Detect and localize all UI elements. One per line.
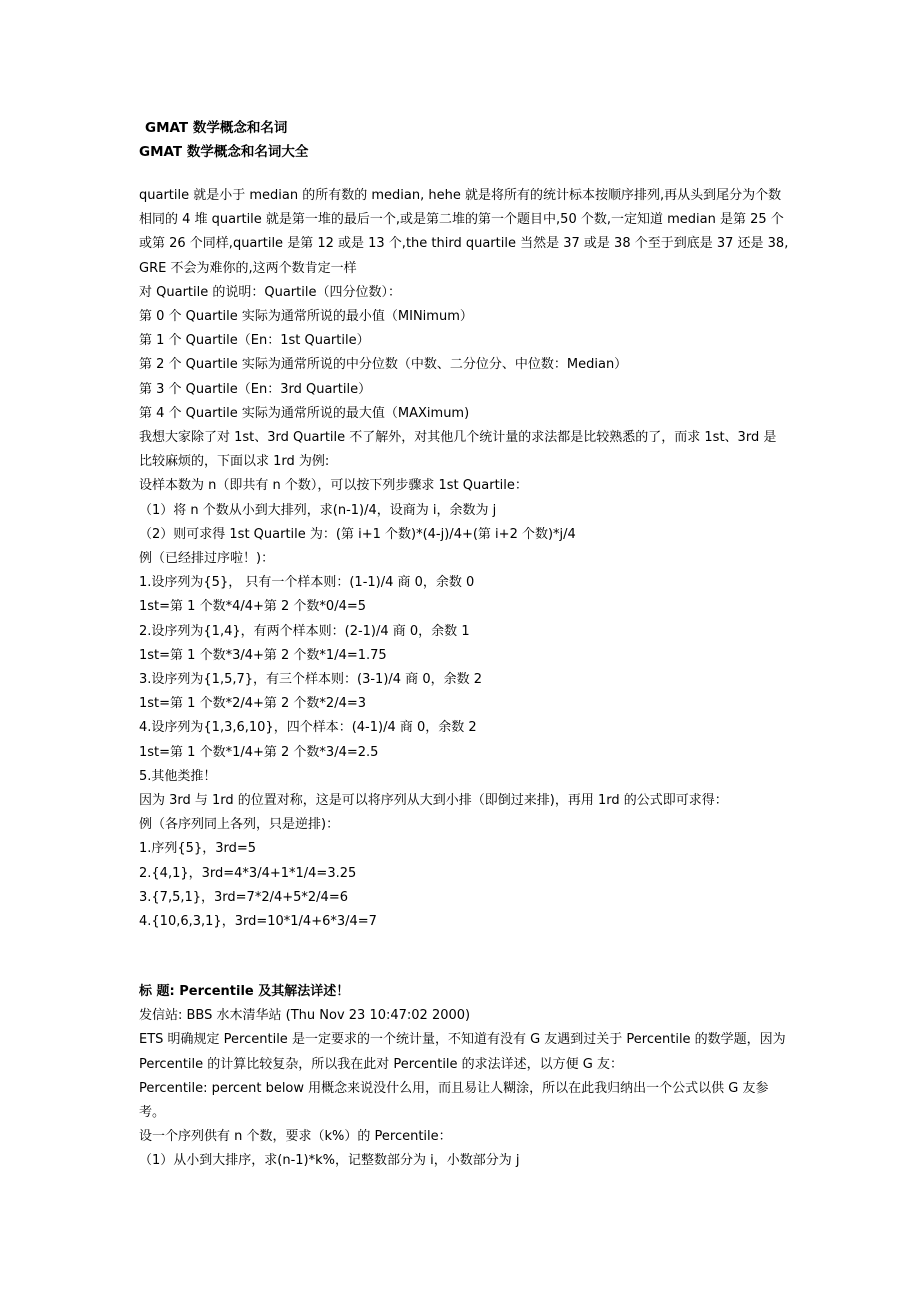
text-line: 设一个序列供有 n 个数，要求（k%）的 Percentile：: [139, 1129, 452, 1145]
text-line: 2.{4,1}，3rd=4*3/4+1*1/4=3.25: [139, 865, 357, 881]
percentile-section: [139, 980, 789, 1174]
text-line: 3.设序列为{1,5,7}，有三个样本则：(3-1)/4 商 0，余数 2: [139, 672, 482, 688]
text-line: 1st=第 1 个数*4/4+第 2 个数*0/4=5: [139, 599, 367, 615]
doc-title: GMAT 数学概念和名词: [145, 120, 288, 136]
percentile-heading: 标 题: Percentile 及其解法详述！: [139, 984, 350, 999]
text-line: 第 1 个 Quartile（En：1st Quartile）: [139, 333, 370, 349]
text-line: 第 2 个 Quartile 实际为通常所说的中分位数（中数、二分位分、中位数：Median）: [139, 357, 628, 373]
text-line: 对 Quartile 的说明：Quartile（四分位数）：: [139, 284, 401, 300]
percentile-paragraph-1: ETS 明确规定 Percentile 是一定要求的一个统计量，不知道有没有 G 友遇到过关于 Percentile 的数学题，因为 Percentile 的计算比较复杂，所以我在此对 Percentile 的求法详述，以方便 G 友：: [139, 1032, 786, 1072]
text-line: 3.{7,5,1}，3rd=7*2/4+5*2/4=6: [139, 889, 348, 905]
text-line: 4.设序列为{1,3,6,10}，四个样本：(4-1)/4 商 0，余数 2: [139, 720, 477, 736]
text-line: 第 4 个 Quartile 实际为通常所说的最大值（MAXimum): [139, 405, 470, 421]
quartile-intro-paragraph: quartile 就是小于 median 的所有数的 median, hehe 就是将所有的统计标本按顺序排列,再从头到尾分为个数相同的 4 堆 quartile 就是第一堆的最后一个,或是第二堆的第一个题目中,50 个数,一定知道 median 是第 25 个或第 26 个同样,quartile 是第 12 或是 13 个,the third quartile 当然是 37 或是 38 个至于到底是 37 还是 38,GRE 不会为难你的,这两个数肯定一样: [139, 188, 789, 276]
text-line: 例（已经排过序啦！)：: [139, 551, 275, 567]
quartile-explain-paragraph: 我想大家除了对 1st、3rd Quartile 不了解外，对其他几个统计量的求法都是比较熟悉的了，而求 1st、3rd 是比较麻烦的，下面以求 1rd 为例:: [139, 430, 777, 470]
text-line: 因为 3rd 与 1rd 的位置对称，这是可以将序列从大到小排（即倒过来排)，再用 1rd 的公式即可求得：: [139, 793, 728, 809]
text-line: （2）则可求得 1st Quartile 为：(第 i+1 个数)*(4-j)/4+(第 i+2 个数)*j/4: [139, 526, 576, 542]
text-line: 2.设序列为{1,4}，有两个样本则：(2-1)/4 商 0，余数 1: [139, 623, 470, 639]
percentile-paragraph-2: Percentile: percent below 用概念来说没什么用，而且易让人糊涂，所以在此我归纳出一个公式以供 G 友参考。: [139, 1080, 769, 1121]
text-line: 第 3 个 Quartile（En：3rd Quartile）: [139, 381, 372, 397]
doc-subtitle: GMAT 数学概念和名词大全: [139, 144, 309, 160]
text-line: 例（各序列同上各列，只是逆排)：: [139, 817, 340, 833]
text-line: （1）将 n 个数从小到大排列，求(n-1)/4，设商为 i，余数为 j: [139, 502, 497, 518]
text-line: 1st=第 1 个数*1/4+第 2 个数*3/4=2.5: [139, 744, 379, 760]
text-line: 1st=第 1 个数*3/4+第 2 个数*1/4=1.75: [139, 647, 387, 663]
text-line: 设样本数为 n（即共有 n 个数），可以按下列步骤求 1st Quartile：: [139, 478, 528, 494]
text-line: 第 0 个 Quartile 实际为通常所说的最小值（MINimum）: [139, 309, 473, 325]
text-line: 5.其他类推！: [139, 768, 217, 784]
text-line: 1.设序列为{5}， 只有一个样本则：(1-1)/4 商 0，余数 0: [139, 575, 475, 591]
post-source-line: 发信站: BBS 水木清华站 (Thu Nov 23 10:47:02 2000): [139, 1008, 471, 1024]
text-line: 1st=第 1 个数*2/4+第 2 个数*2/4=3: [139, 696, 367, 712]
text-line: （1）从小到大排序，求(n-1)*k%，记整数部分为 i，小数部分为 j: [139, 1153, 520, 1169]
quartile-section: [139, 184, 789, 934]
text-line: 1.序列{5}，3rd=5: [139, 841, 257, 857]
text-line: 4.{10,6,3,1}，3rd=10*1/4+6*3/4=7: [139, 914, 377, 930]
